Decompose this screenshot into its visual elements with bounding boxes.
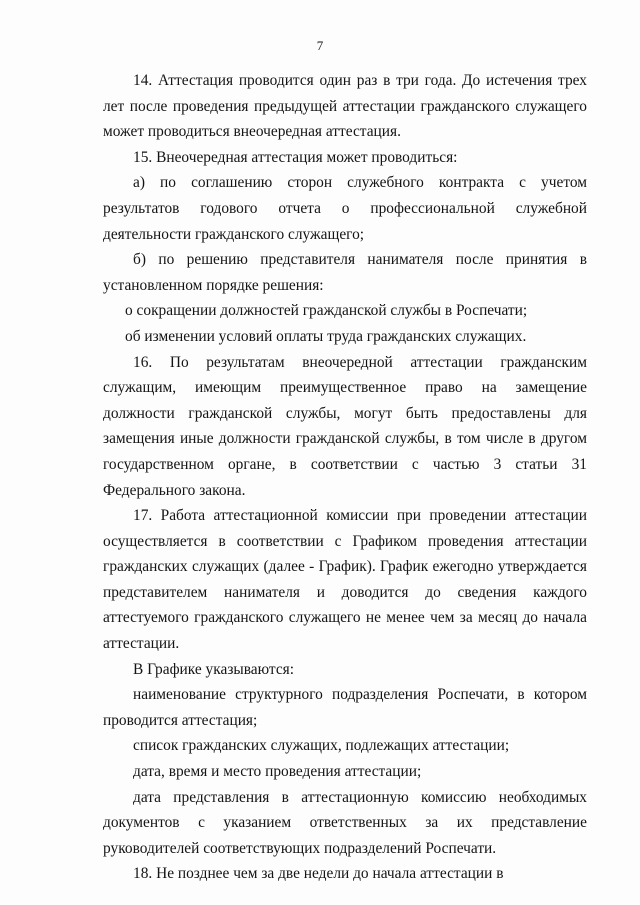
paragraph-schedule-item-3: дата, время и место проведения аттестации; bbox=[133, 763, 422, 781]
paragraph-18: 18. Не позднее чем за две недели до начала аттестации в bbox=[133, 865, 504, 883]
paragraph-17: 17. Работа аттестационной комиссии при проведении аттестации осуществляется в соответствии с Графиком проведения аттестации гражданских служащих (далее - График). График ежегодно утверждается представителем нанимателя и доводится до сведения каждого аттестуемого гражданского служащего не менее чем за месяц до начала аттестации. bbox=[103, 507, 587, 653]
page-number: 7 bbox=[316, 38, 324, 53]
paragraph-15b-item-1: о сокращении должностей гражданской службы в Роспечати; bbox=[125, 302, 528, 320]
paragraph-schedule-item-2: список гражданских служащих, подлежащих аттестации; bbox=[133, 737, 510, 755]
paragraph-16: 16. По результатам внеочередной аттестации гражданским служащим, имеющим преимущественное право на замещение должности гражданской службы, могут быть предоставлены для замещения иные должности гражданской службы, в том числе в другом государственном органе, в соответствии с частью 3 статьи 31 Федерального закона. bbox=[103, 353, 587, 499]
paragraph-15: 15. Внеочередная аттестация может проводиться: bbox=[133, 148, 458, 166]
paragraph-schedule-item-1: наименование структурного подразделения Роспечати, в котором проводится аттестация; bbox=[103, 686, 587, 729]
paragraph-schedule-item-4: дата представления в аттестационную комиссию необходимых документов с указанием ответственных за их представление руководителей соответствующих подразделений Роспечати. bbox=[103, 788, 587, 857]
paragraph-15b-item-2: об изменении условий оплаты труда гражданских служащих. bbox=[125, 327, 527, 345]
document-body bbox=[103, 68, 587, 887]
paragraph-15a: а) по соглашению сторон служебного контракта с учетом результатов годового отчета о профессиональной служебной деятельности гражданского служащего; bbox=[103, 174, 587, 243]
paragraph-14: 14. Аттестация проводится один раз в три года. До истечения трех лет после проведения предыдущей аттестации гражданского служащего может проводиться внеочередная аттестация. bbox=[103, 72, 587, 141]
paragraph-schedule-intro: В Графике указываются: bbox=[133, 660, 295, 678]
paragraph-15b: б) по решению представителя нанимателя после принятия в установленном порядке решения: bbox=[103, 251, 587, 294]
